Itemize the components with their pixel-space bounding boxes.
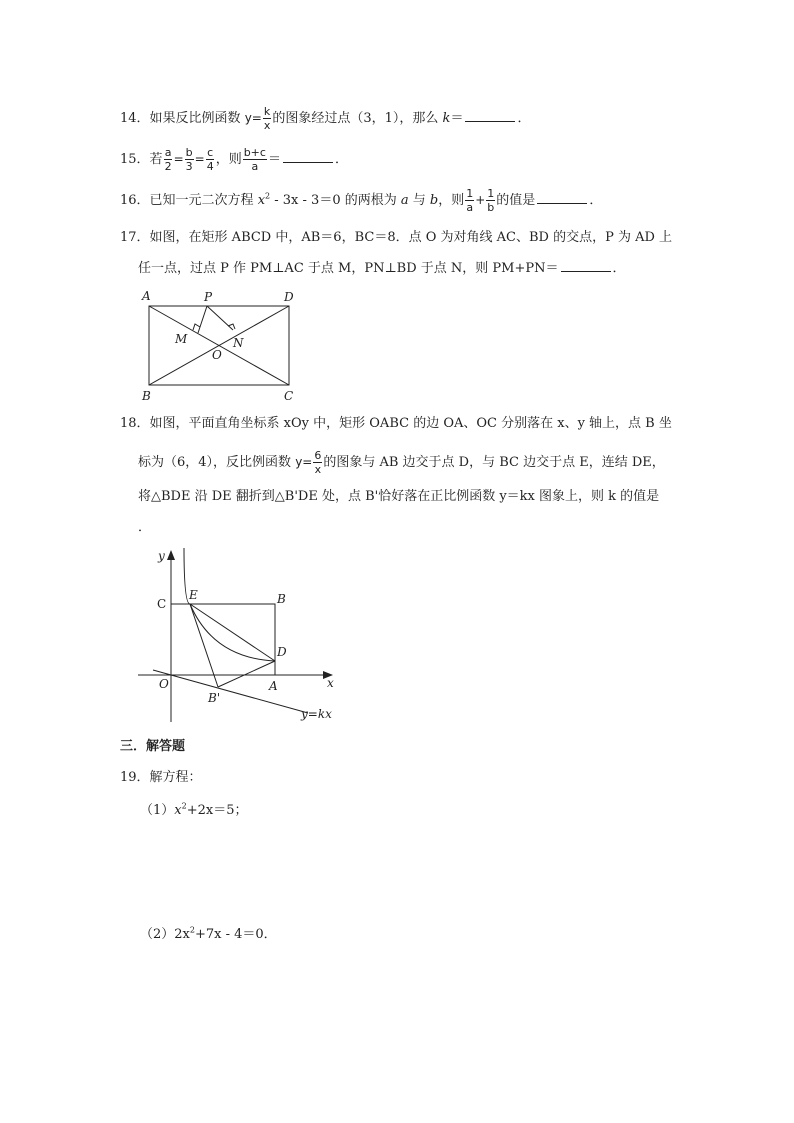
label-d: D xyxy=(277,645,287,659)
fraction-denominator: 4 xyxy=(206,160,214,173)
fraction-a-over-2 xyxy=(164,146,173,173)
label-n: N xyxy=(233,336,244,350)
fraction-denominator: b xyxy=(487,201,495,214)
period: ． xyxy=(517,111,531,126)
fraction-1-over-a xyxy=(465,187,474,214)
answer-blank[interactable] xyxy=(537,191,587,204)
equation-text: - 3x - 3＝0 的两根为 xyxy=(270,193,401,208)
question-number: 17． xyxy=(120,230,150,245)
equals-sign: ＝ xyxy=(267,152,281,167)
label-a: A xyxy=(142,289,151,303)
fraction-k-over-x xyxy=(263,105,272,132)
function-y-eq: y= xyxy=(295,455,313,469)
question-number: 14． xyxy=(120,111,150,126)
label-b: B xyxy=(277,592,286,606)
label-c: C xyxy=(157,597,167,611)
label-e: E xyxy=(189,588,198,602)
period: ． xyxy=(334,152,348,167)
variable-a: a xyxy=(400,193,409,208)
question-19-part-1 xyxy=(140,801,248,821)
label-line-y-kx: y=kx xyxy=(301,707,332,721)
segment-de xyxy=(190,604,275,661)
label-m: M xyxy=(175,332,188,346)
fraction-b-over-3 xyxy=(185,146,194,173)
label-d: D xyxy=(284,290,294,304)
label-x-axis: x xyxy=(327,676,334,690)
equation-text: +2x＝5； xyxy=(186,803,248,818)
variable-k: k xyxy=(442,111,451,126)
question-text: ，则 xyxy=(215,152,242,167)
period: ． xyxy=(138,520,152,535)
fraction-numerator: c xyxy=(207,146,214,159)
question-18-line-3 xyxy=(138,487,659,507)
fraction-denominator: 2 xyxy=(164,160,172,173)
label-b: B xyxy=(142,389,151,403)
question-number: 18． xyxy=(120,416,150,431)
equals-sign: = xyxy=(173,152,184,166)
question-19 xyxy=(120,768,202,788)
answer-blank[interactable] xyxy=(561,259,611,272)
equation-text: 2x xyxy=(174,927,190,942)
exponent: 2 xyxy=(265,191,271,201)
label-y-axis: y xyxy=(158,549,165,563)
fraction-numerator: a xyxy=(164,146,172,159)
question-text: 解方程： xyxy=(149,770,202,785)
question-text: 的图象经过点（3，1），那么 xyxy=(272,111,443,126)
rectangle-oabc xyxy=(171,604,275,675)
question-14 xyxy=(120,105,530,132)
fraction-numerator: 1 xyxy=(487,187,495,200)
answer-blank[interactable] xyxy=(465,109,515,122)
question-18-line-2 xyxy=(138,449,665,476)
period: ． xyxy=(589,193,603,208)
fraction-c-over-4 xyxy=(206,146,215,173)
part-label: （2） xyxy=(140,927,175,942)
question-15 xyxy=(120,146,348,173)
question-text: 如果反比例函数 xyxy=(149,111,245,126)
question-text: 的值是 xyxy=(496,193,536,208)
question-text: 如图，平面直角坐标系 xOy 中，矩形 OABC 的边 OA、OC 分别落在 x、y 轴上，点 B 坐 xyxy=(149,416,672,431)
question-number: 15． xyxy=(120,152,150,167)
label-c: C xyxy=(284,389,294,403)
question-number: 19． xyxy=(120,770,150,785)
label-o: O xyxy=(159,677,169,691)
question-16 xyxy=(120,187,602,214)
question-text: 任一点，过点 P 作 PM⊥AC 于点 M，PN⊥BD 于点 N，则 PM+PN＝ xyxy=(138,261,559,276)
fraction-denominator: x xyxy=(263,119,271,132)
question-text: 标为（6，4），反比例函数 xyxy=(138,455,296,470)
equation-text: +7x - 4＝0． xyxy=(194,927,277,942)
question-text: 的图象与 AB 边交于点 D，与 BC 边交于点 E，连结 DE， xyxy=(323,455,665,470)
fraction-numerator: k xyxy=(263,105,271,118)
question-17-line-2 xyxy=(138,259,626,279)
equals-sign: = xyxy=(194,152,205,166)
question-18-line-4 xyxy=(138,518,151,538)
coordinate-diagram xyxy=(135,545,345,730)
part-label: （1） xyxy=(140,803,175,818)
label-p: P xyxy=(204,290,213,304)
segment-db-prime xyxy=(218,661,275,687)
variable-x: x xyxy=(257,193,266,208)
fraction-1-over-b xyxy=(486,187,495,214)
fraction-denominator: a xyxy=(466,201,474,214)
label-b-prime: B' xyxy=(208,691,221,705)
question-text: ，则 xyxy=(438,193,465,208)
answer-blank[interactable] xyxy=(283,150,333,163)
fraction-denominator: a xyxy=(251,160,259,173)
rectangle-diagram xyxy=(135,288,305,403)
equals-sign: ＝ xyxy=(450,111,464,126)
period: ． xyxy=(612,261,626,276)
fraction-denominator: 3 xyxy=(185,160,193,173)
line-y-kx xyxy=(153,670,308,713)
variable-x: x xyxy=(174,803,182,818)
question-text: 如图，在矩形 ABCD 中，AB＝6，BC＝8．点 O 为对角线 AC、BD 的交点，P 为 AD 上 xyxy=(149,230,673,245)
fraction-denominator: x xyxy=(314,463,322,476)
fraction-numerator: b xyxy=(185,146,193,159)
plus-sign: + xyxy=(475,193,486,207)
question-text: 与 xyxy=(408,193,430,208)
question-19-part-2 xyxy=(140,925,277,945)
question-text: 若 xyxy=(149,152,163,167)
question-number: 16． xyxy=(120,193,150,208)
fraction-numerator: 6 xyxy=(314,449,322,462)
function-y-eq: y= xyxy=(244,111,262,125)
question-text: 已知一元二次方程 xyxy=(149,193,258,208)
label-o: O xyxy=(212,348,222,362)
exponent: 2 xyxy=(181,801,187,811)
question-17-line-1 xyxy=(120,228,672,248)
fraction-numerator: 1 xyxy=(466,187,474,200)
label-a: A xyxy=(269,679,278,693)
fraction-numerator: b+c xyxy=(243,146,266,159)
variable-b: b xyxy=(429,193,439,208)
segment-pm xyxy=(198,306,207,333)
exponent: 2 xyxy=(189,925,195,935)
section-heading: 三．解答题 xyxy=(120,739,186,754)
fraction-6-over-x xyxy=(313,449,322,476)
question-18-line-1 xyxy=(120,414,672,434)
segment-pn xyxy=(207,306,233,330)
question-text: 将△BDE 沿 DE 翻折到△B'DE 处，点 B'恰好落在正比例函数 y＝kx 图象上，则 k 的值是 xyxy=(138,489,660,504)
fraction-bc-over-a xyxy=(243,146,267,173)
